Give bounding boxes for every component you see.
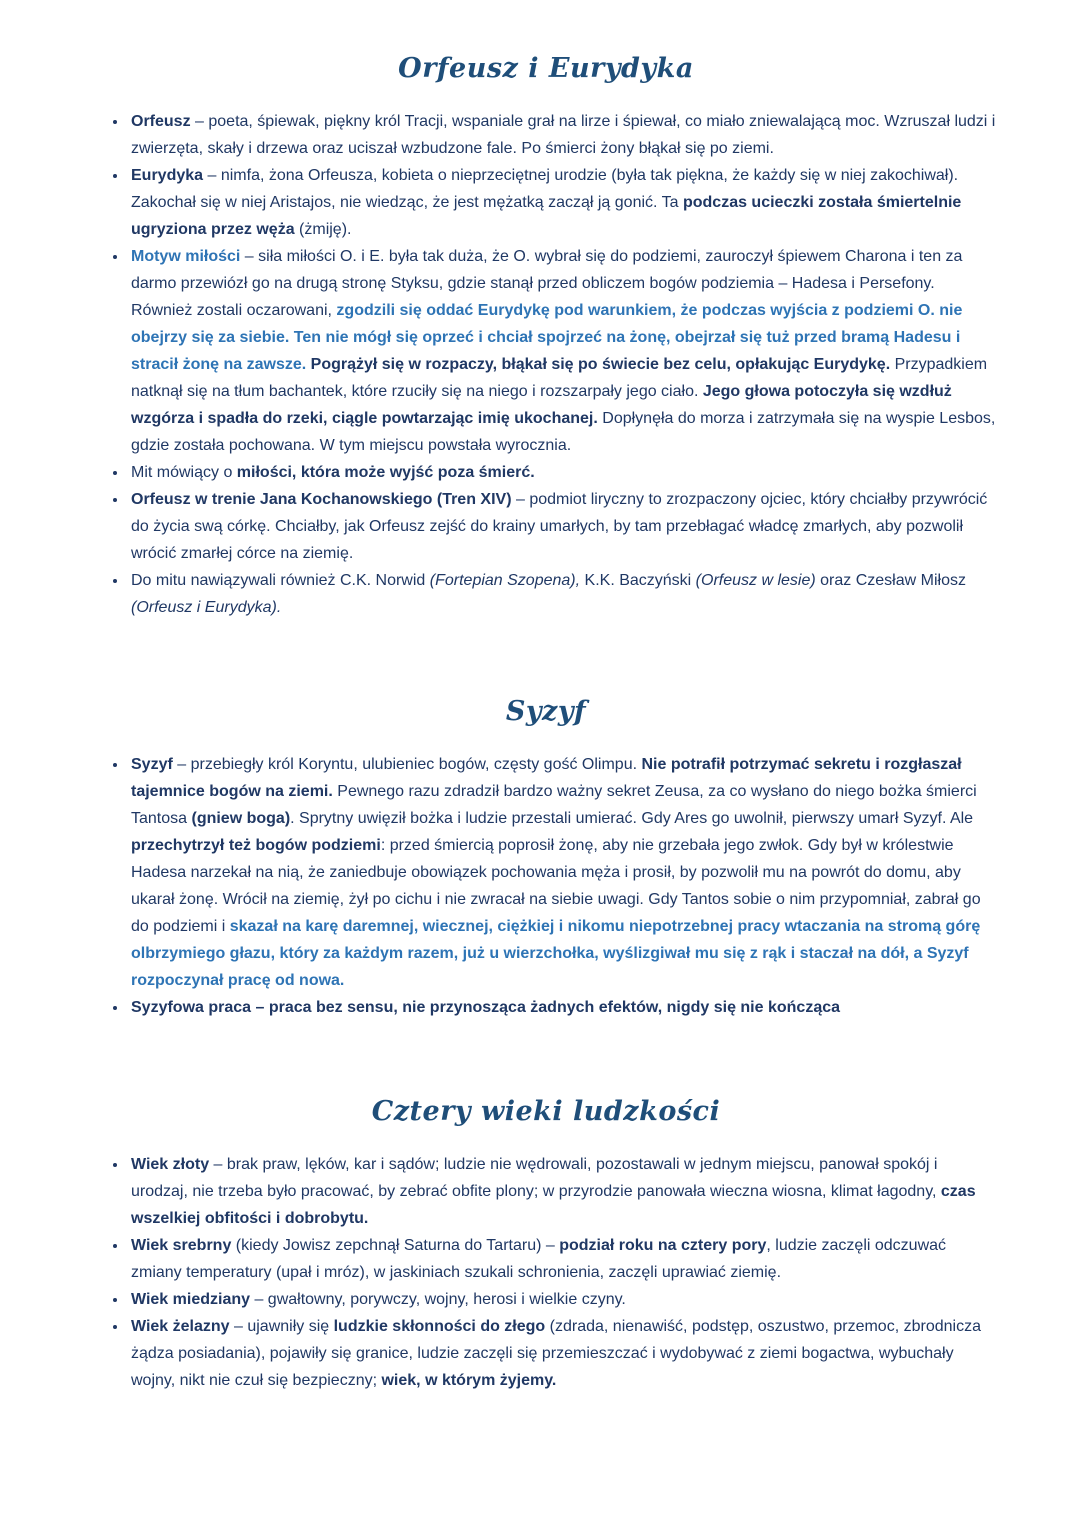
text-segment: wiek, w którym żyjemy.	[381, 1372, 557, 1389]
bullet-list-orfeusz	[96, 108, 996, 621]
text-segment: Eurydyka	[131, 167, 204, 184]
text-segment: Syzyf	[131, 756, 173, 773]
text-segment: Motyw miłości	[131, 248, 241, 265]
text-segment: Wiek złoty	[131, 1156, 210, 1173]
text-segment: K.K. Baczyński	[580, 572, 696, 589]
text-segment: Dopłynęła do morza i zatrzymała się na wyspie Lesbos, gdzie została pochowana. W tym miejscu powstała wyrocznia.	[131, 410, 996, 454]
text-segment: (kiedy Jowisz zepchnął Saturna do Tartaru) –	[231, 1237, 560, 1254]
text-segment: Przypadkiem natknął się na tłum bachantek, które rzuciły się na niego i rozszarpały jego ciało.	[131, 356, 988, 400]
text-segment: Wiek srebrny	[131, 1237, 232, 1254]
text-segment: – nimfa, żona Orfeusza, kobieta o nieprzeciętnej urodzie (była tak piękna, że każdy się w niej zakochiwał). Zakochał się w niej Aristajos, nie wiedząc, że jest mężatką zaczął ją gonić. Ta	[131, 167, 959, 211]
text-segment: (Orfeusz i Eurydyka).	[131, 599, 282, 616]
section-cztery-wieki-ludzkosci	[96, 1095, 996, 1394]
list-item	[128, 1232, 996, 1286]
text-segment: oraz Czesław Miłosz	[815, 572, 966, 589]
list-item	[128, 567, 996, 621]
section-orfeusz-i-eurydyka	[96, 52, 996, 621]
bullet-list-cztery-wieki	[96, 1151, 996, 1394]
text-segment: Jego głowa potoczyła się wzdłuż wzgórza i spadła do rzeki, ciągle powtarzając imię ukochanej.	[131, 383, 952, 427]
text-segment: Nie potrafił potrzymać sekretu i rozgłaszał tajemnice bogów na ziemi.	[131, 756, 962, 800]
text-segment: – podmiot liryczny to zrozpaczony ojciec, który chciałby przywrócić do życia swą córkę. Chciałby, jak Orfeusz zejść do krainy umarłych, by tam przebłagać władcę zmarłych, aby pozwolił wrócić zmarłej córce na ziemię.	[131, 491, 988, 562]
text-segment: (Orfeusz w lesie)	[695, 572, 816, 589]
text-segment: (Fortepian Szopena),	[429, 572, 581, 589]
section-syzyf	[96, 695, 996, 1021]
list-item	[128, 108, 996, 162]
text-segment: przechytrzył też bogów podziemi	[131, 837, 381, 854]
text-segment: podział roku na cztery pory	[559, 1237, 767, 1254]
text-segment: – przebiegły król Koryntu, ulubieniec bogów, częsty gość Olimpu.	[172, 756, 642, 773]
text-segment: podczas ucieczki została śmiertelnie ugryziona przez węża	[131, 194, 962, 238]
text-segment: : przed śmiercią poprosił żonę, aby nie grzebała jego zwłok. Gdy był w królestwie Hadesa narzekał na nią, że zaniedbuje obowiązek pochowania męża i prosił, by pozwolił mu na powrót do domu, aby ukarał żonę. Wrócił na ziemię, żył po cichu i nie zwracał na siebie uwagi. Gdy Tantos sobie o nim przypomniał, zabrał go do podziemi i	[131, 837, 981, 935]
section-heading-orfeusz-i-eurydyka: Orfeusz i Eurydyka	[398, 53, 694, 84]
bullet-list-syzyf	[96, 751, 996, 1021]
text-segment: Wiek żelazny	[131, 1318, 230, 1335]
list-item	[128, 1286, 996, 1313]
section-heading-syzyf: Syzyf	[505, 696, 587, 727]
text-segment: Do mitu nawiązywali również C.K. Norwid	[131, 572, 430, 589]
text-segment: skazał na karę daremnej, wiecznej, ciężkiej i nikomu niepotrzebnej pracy wtaczania na stromą górę olbrzymiego głazu, który za każdym razem, już u wierzchołka, wyślizgiwał mu się z rąk i staczał na dół, a Syzyf rozpoczynał pracę od nowa.	[131, 918, 981, 989]
list-item	[128, 1151, 996, 1232]
text-segment: Mit mówiący o	[131, 464, 237, 481]
text-segment: , ludzie zaczęli odczuwać zmiany temperatury (upał i mróz), w jaskiniach szukali schronienia, zaczęli uprawiać ziemię.	[131, 1237, 947, 1281]
text-segment: (gniew boga)	[191, 810, 291, 827]
list-item	[128, 459, 996, 486]
list-item	[128, 1313, 996, 1394]
text-segment: ludzkie skłonności do złego	[333, 1318, 546, 1335]
text-segment: Pogrążył się w rozpaczy, błąkał się po świecie bez celu, opłakując Eurydykę.	[310, 356, 891, 373]
text-segment: – gwałtowny, porywczy, wojny, herosi i wielkie czyny.	[250, 1291, 626, 1308]
text-segment: miłości, która może wyjść poza śmierć.	[236, 464, 535, 481]
text-segment: Orfeusz	[131, 113, 191, 130]
text-segment: (żmiję).	[294, 221, 352, 238]
text-segment: – brak praw, lęków, kar i sądów; ludzie nie wędrowali, pozostawali w jednym miejscu, panował spokój i urodzaj, nie trzeba było pracować, by zebrać obfite plony; w przyrodzie panowała wieczna wiosna, klimat łagodny,	[131, 1156, 941, 1200]
text-segment: Pewnego razu zdradził bardzo ważny sekret Zeusa, za co wysłano do niego bożka śmierci Tantosa	[131, 783, 977, 827]
text-segment: czas wszelkiej obfitości i dobrobytu.	[131, 1183, 976, 1227]
list-item	[128, 162, 996, 243]
text-segment: Wiek miedziany	[131, 1291, 251, 1308]
list-item	[128, 486, 996, 567]
text-segment: zgodzili się oddać Eurydykę pod warunkiem, że podczas wyjścia z podziemi O. nie obejrzy się za siebie. Ten nie mógł się oprzeć i chciał spojrzeć na żonę, obejrzał się tuż przed bramą Hadesu i stracił żonę na zawsze.	[131, 302, 963, 373]
section-heading-cztery-wieki-ludzkosci: Cztery wieki ludzkości	[371, 1096, 721, 1127]
text-segment: . Sprytny uwięził bożka i ludzie przestali umierać. Gdy Ares go uwolnił, pierwszy umarł Syzyf. Ale	[290, 810, 974, 827]
text-segment: – siła miłości O. i E. była tak duża, że O. wybrał się do podziemi, zauroczył śpiewem Charona i ten za darmo przewiózł go na drugą stronę Styksu, gdzie stanął przed obliczem bogów podziemia – Hadesa i Persefony. Również zostali oczarowani,	[131, 248, 963, 319]
text-segment: (zdrada, nienawiść, podstęp, oszustwo, przemoc, zbrodnicza żądza posiadania), pojawiły się granice, ludzie zaczęli się przemieszczać i wydobywać z ziemi bogactwa, wybuchały wojny, nikt nie czuł się bezpieczny;	[131, 1318, 981, 1389]
list-item	[128, 243, 996, 459]
list-item	[128, 994, 996, 1021]
text-segment: Syzyfowa praca – praca bez sensu, nie przynosząca żadnych efektów, nigdy się nie kończąca	[131, 999, 841, 1016]
list-item	[128, 751, 996, 994]
text-segment: Orfeusz w trenie Jana Kochanowskiego (Tren XIV)	[131, 491, 512, 508]
text-segment: – poeta, śpiewak, piękny król Tracji, wspaniale grał na lirze i śpiewał, co miało zniewalającą moc. Wzruszał ludzi i zwierzęta, skały i drzewa oraz uciszał wzbudzone fale. Po śmierci żony błąkał się po ziemi.	[131, 113, 996, 157]
text-segment: – ujawniły się	[229, 1318, 334, 1335]
